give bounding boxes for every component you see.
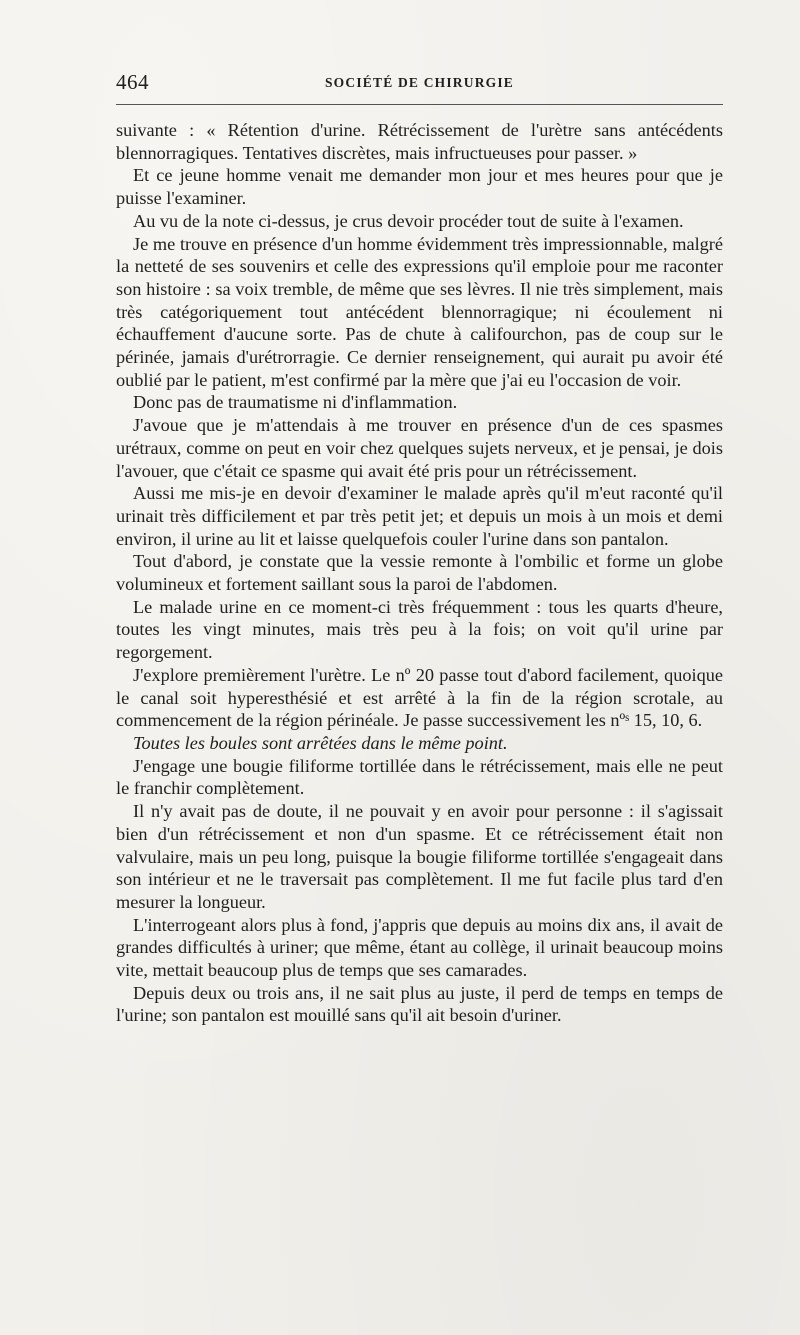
page-number: 464 — [116, 70, 149, 94]
paragraph: Tout d'abord, je constate que la vessie remonte à l'ombilic et forme un globe volumineux et fortement saillant sous la paroi de l'abdomen. — [116, 551, 723, 595]
paragraph: Il n'y avait pas de doute, il ne pouvait y en avoir pour personne : il s'agissait bien d'un rétrécissement et non d'un spasme. Et ce rétrécissement était non valvulaire, mais un peu long, puisque la bougie filiforme tortillée s'engageait dans son intérieur et ne le traversait pas complètement. Il me fut facile plus tard d'en mesurer la longueur. — [116, 801, 723, 912]
paragraph: Aussi me mis-je en devoir d'examiner le malade après qu'il m'eut raconté qu'il urinait très difficilement et par très petit jet; et depuis un mois à un mois et demi environ, il urine au lit et laisse quelquefois couler l'urine dans son pantalon. — [116, 483, 723, 549]
header-rule — [116, 104, 723, 105]
paragraph: J'engage une bougie filiforme tortillée dans le rétrécissement, mais elle ne peut le franchir complètement. — [116, 755, 723, 799]
paragraph-italic: Toutes les boules sont arrêtées dans le même point. — [133, 732, 508, 753]
paragraph: Et ce jeune homme venait me demander mon jour et mes heures pour que je puisse l'examiner. — [116, 165, 723, 209]
paragraph: Au vu de la note ci-dessus, je crus devoir procéder tout de suite à l'examen. — [133, 210, 684, 231]
paragraph: Donc pas de traumatisme ni d'inflammation. — [133, 392, 458, 413]
paragraph: Je me trouve en présence d'un homme évidemment très impressionnable, malgré la netteté de ses souvenirs et celle des expressions qu'il emploie pour me raconter son histoire : sa voix tremble, de même que ses lèvres. Il nie très simplement, mais très catégoriquement tout antécédent blennorragique; ni écoulement ni échauffement d'aucune sorte. Pas de chute à califourchon, pas de coup sur le périnée, jamais d'urétrorragie. Ce dernier renseignement, qui aurait pu avoir été oublié par le patient, m'est confirmé par la mère que j'ai eu l'occasion de voir. — [116, 233, 723, 390]
paragraph: J'explore premièrement l'urètre. Le nº 20 passe tout d'abord facilement, quoique le canal soit hyperesthésié et est arrêté à la fin de la région scrotale, au commencement de la région périnéale. Je passe successivement les nºˢ 15, 10, 6. — [116, 664, 723, 731]
paragraph-continuation: suivante : « Rétention d'urine. Rétrécissement de l'urètre sans antécédents blennorragiques. Tentatives discrètes, mais infructueuses pour passer. » — [116, 120, 723, 163]
paragraph: J'avoue que je m'attendais à me trouver en présence d'un de ces spasmes urétraux, comme on peut en voir chez quelques sujets nerveux, et je pensai, je dois l'avouer, que c'était ce spasme qui avait été pris pour un rétrécissement. — [116, 415, 723, 481]
paragraph: Depuis deux ou trois ans, il ne sait plus au juste, il perd de temps en temps de l'urine; son pantalon est mouillé sans qu'il ait besoin d'uriner. — [116, 982, 723, 1026]
paragraph: Le malade urine en ce moment-ci très fréquemment : tous les quarts d'heure, toutes les vingt minutes, mais très peu à la fois; on voit qu'il urine par regorgement. — [116, 596, 723, 663]
paragraph: L'interrogeant alors plus à fond, j'appris que depuis au moins dix ans, il avait de grandes difficultés à uriner; que même, étant au collège, il urinait beaucoup moins vite, mettait beaucoup plus de temps que ses camarades. — [116, 914, 723, 981]
page-header — [116, 70, 723, 96]
running-title: SOCIÉTÉ DE CHIRURGIE — [324, 75, 515, 90]
body-text — [116, 119, 723, 1027]
